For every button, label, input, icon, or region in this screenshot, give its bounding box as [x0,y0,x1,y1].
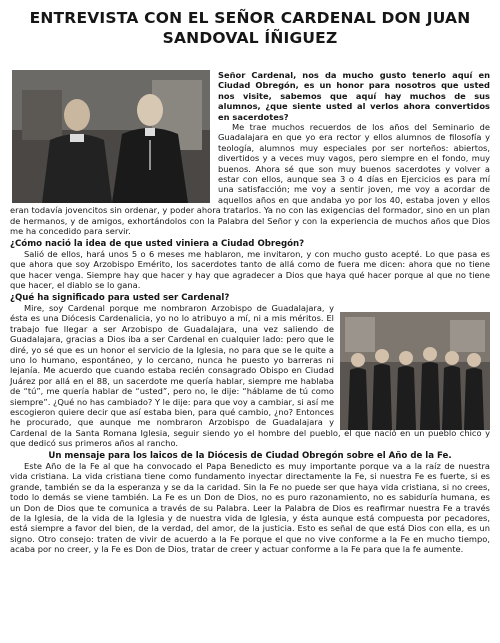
question-2: ¿Cómo nació la idea de que usted viniera a Ciudad Obregón? [10,238,305,249]
answer-2: Salió de ellos, hará unos 5 o 6 meses me hablaron, me invitaron, y con mucho gusto acepté. Lo que pasa es que ahora que soy Arzobispo Emérito, los sacerdotes tanto de allá como de fuera me dicen: ahora que no tiene que hacer venga. Siempre hay que hacer y hay que agradecer a Dios que haya qué hacer porque al que no tiene que hacer, el diablo se lo gana. [10,248,490,291]
article-body [10,70,490,555]
photo1-spacer [10,70,218,205]
intro-question: Señor Cardenal, nos da mucho gusto tenerlo aquí en Ciudad Obregón, es un honor para nosotros que usted nos visite, sabemos que aquí hay muchos de sus alumnos, ¿que siente usted al verlos ahora convertidos en sacerdotes? [218,70,490,122]
question-4: Un mensaje para los laicos de la Diócesis de Ciudad Obregón sobre el Año de la Fe. [48,450,452,461]
article-title: ENTREVISTA CON EL SEÑOR CARDENAL DON JUAN SANDOVAL ÍÑIGUEZ [29,9,471,47]
answer-4: Este Año de la Fe al que ha convocado el Papa Benedicto es muy importante porque va a la raíz de nuestra vida cristiana. La vida cristiana tiene como fundamento inyectar directamente la Fe, si nuestra Fe es fuerte, si es grande, también se da la esperanza y se da la caridad. Sin la Fe no puede ser que haya vida cristiana, si no crees, todo lo demás se viene también. La Fe es un Don de Dios, no es puro razonamiento, no es sabiduría humana, es un Don de Dios que te comunica a través de su Palabra. Leer la Palabra de Dios es reafirmar nuestra Fe a través de la Iglesia, de la vida de la Iglesia y de nuestra vida de Iglesia, y ésta aunque está compuesta por pecadores, está siempre a favor del bien, de la verdad, del amor, de la justicia. Esto es señal de que está Dios con ella, es un signo. Otro consejo: traten de vivir de acuerdo a la Fe porque el que no vive conforme a la Fe en mucho tiempo, acaba por no creer, y la Fe es Don de Dios, tratar de creer y actuar conforme a la Fe para que la fe aumente. [10,461,490,555]
photo2-spacer [334,303,490,425]
answer-1: Me trae muchos recuerdos de los años del Seminario de Guadalajara en que yo era rector y ellos alumnos de filosofía y teología, alumnos muy especiales por ser norteños: abiertos, divertidos y a veces muy vagos, pero siempre en el fondo, muy buenos. Ahora sé que son muy buenos sacerdotes y volver a estar con ellos, aunque sea 3 o 4 días en Ejercicios es para mí una satisfacción; me voy a sentir joven, me voy a acordar de aquellos años en que andaba yo por los 40, estaba joven y ellos eran todavía jovencitos sin ordenar, y poder ahora tratarlos. Ya no con las exigencias del formador, sino en un plan de hermanos, y de amigos, exhortándolos con la Palabra del Señor y con la experiencia de muchos años que Dios me ha concedido para servir. [10,122,490,237]
answer-3: Mire, soy Cardenal porque me nombraron Arzobispo de Guadalajara, y ésta es una Diócesis Cardenalicia, yo no lo atribuyo a mí, ni a mis méritos. El trabajo fue llegar a ser Arzobispo de Guadalajara, una vez saliendo de Guadalajara, gracias a Dios iba a ser Cardenal en cualquier lado: pero que le diré, yo sé que es un honor el servicio de la Iglesia, no para que se le quite a uno lo humano, espontáneo, y lo cercano, nunca he puesto yo barreras ni lejanía. Me acuerdo que cuando estaba recién consagrado Obispo en Ciudad Juárez por allá en el 88, un sacerdote me quería hablar, siempre me hablaba de “tú”, me quería hablar de “usted”, pero no, le dije: “háblame de tú como siempre”. ¿Qué no has cambiado? Y le dije: para que voy a cambiar, si así me escogieron quiere decir que así estaba bien, para qué cambio, ¿no? Entonces he procurado, que aunque me nombraron Arzobispo de Guadalajara y Cardenal de la Santa Romana Iglesia, seguir siendo yo el hombre del pueblo, el que nació en un pueblo chico y que dedicó sus primeros años al rancho. [10,302,490,449]
question-3: ¿Qué ha significado para usted ser Cardenal? [10,292,230,303]
